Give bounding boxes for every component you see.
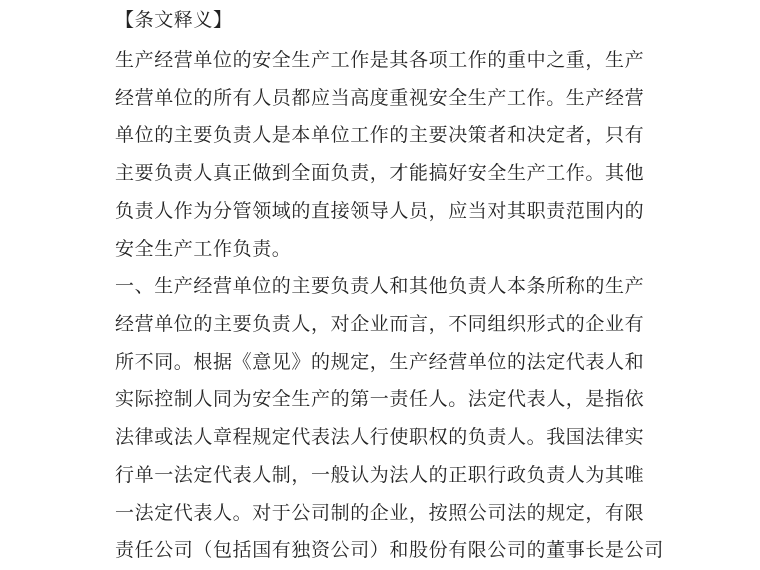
body-line: 实际控制人同为安全生产的第一责任人。法定代表人，是指依 (115, 388, 645, 410)
body-line: 安全生产工作负责。 (115, 238, 292, 260)
body-line: 一、生产经营单位的主要负责人和其他负责人本条所称的生产 (115, 275, 645, 297)
body-line: 一法定代表人。对于公司制的企业，按照公司法的规定，有限 (115, 502, 645, 524)
body-line: 法律或法人章程规定代表法人行使职权的负责人。我国法律实 (115, 426, 645, 448)
section-heading: 【条文释义】 (115, 9, 233, 31)
body-line: 主要负责人真正做到全面负责，才能搞好安全生产工作。其他 (115, 162, 645, 184)
body-line: 责任公司（包括国有独资公司）和股份有限公司的董事长是公司 (115, 539, 664, 561)
body-line: 经营单位的所有人员都应当高度重视安全生产工作。生产经营 (115, 87, 645, 109)
body-line: 行单一法定代表人制，一般认为法人的正职行政负责人为其唯 (115, 464, 645, 486)
body-line: 生产经营单位的安全生产工作是其各项工作的重中之重，生产 (115, 49, 645, 71)
body-line: 单位的主要负责人是本单位工作的主要决策者和决定者，只有 (115, 124, 645, 146)
body-line: 所不同。根据《意见》的规定，生产经营单位的法定代表人和 (115, 351, 645, 373)
body-line: 经营单位的主要负责人，对企业而言，不同组织形式的企业有 (115, 313, 645, 335)
body-line: 负责人作为分管领域的直接领导人员，应当对其职责范围内的 (115, 200, 645, 222)
